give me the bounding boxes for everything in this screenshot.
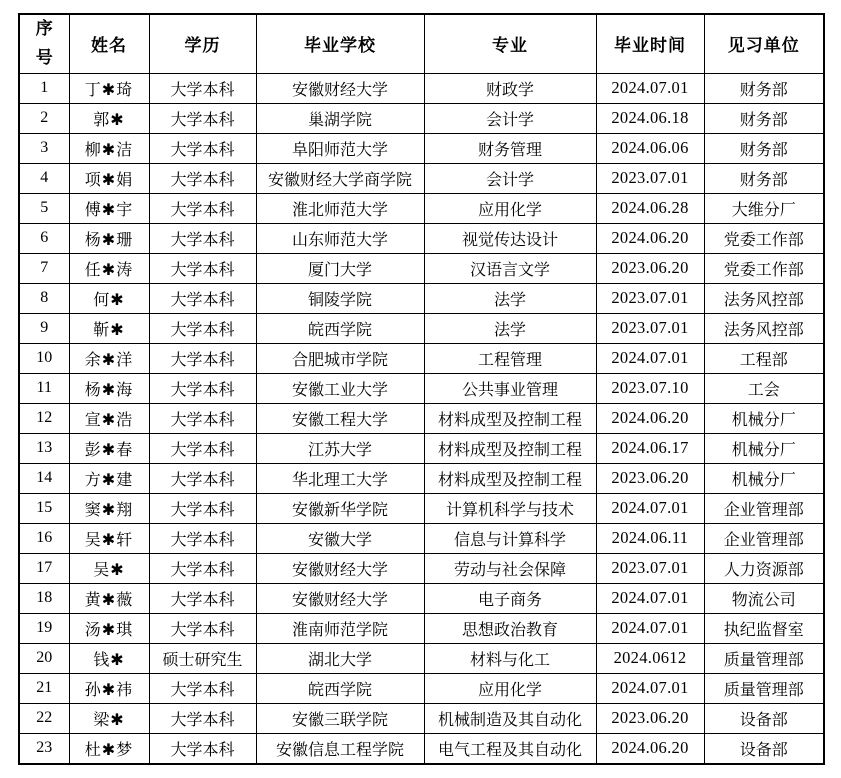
cell-degree: 大学本科 <box>149 253 256 283</box>
cell-school: 江苏大学 <box>256 433 424 463</box>
cell-degree: 大学本科 <box>149 73 256 103</box>
cell-date: 2024.07.01 <box>596 73 704 103</box>
col-header-name-label: 姓名 <box>91 36 127 56</box>
cell-date: 2024.07.01 <box>596 583 704 613</box>
table-row <box>19 463 824 493</box>
cell-school: 安徽财经大学 <box>256 553 424 583</box>
cell-unit: 执纪监督室 <box>704 613 824 643</box>
cell-unit: 设备部 <box>704 703 824 733</box>
cell-no: 3 <box>19 133 69 163</box>
table-row <box>19 643 824 673</box>
cell-unit: 工会 <box>704 373 824 403</box>
col-header-name <box>69 14 149 73</box>
cell-degree: 硕士研究生 <box>149 643 256 673</box>
cell-no: 21 <box>19 673 69 703</box>
cell-major: 财政学 <box>424 73 596 103</box>
cell-major: 材料与化工 <box>424 643 596 673</box>
cell-name: 项✱娟 <box>69 163 149 193</box>
cell-degree: 大学本科 <box>149 523 256 553</box>
table-row <box>19 703 824 733</box>
cell-date: 2024.07.01 <box>596 673 704 703</box>
cell-name: 窦✱翔 <box>69 493 149 523</box>
document-sheet <box>18 13 825 765</box>
intern-roster-table <box>18 13 825 765</box>
cell-date: 2024.07.01 <box>596 343 704 373</box>
cell-school: 阜阳师范大学 <box>256 133 424 163</box>
cell-date: 2024.07.01 <box>596 613 704 643</box>
cell-degree: 大学本科 <box>149 163 256 193</box>
cell-school: 安徽三联学院 <box>256 703 424 733</box>
cell-major: 法学 <box>424 283 596 313</box>
cell-degree: 大学本科 <box>149 343 256 373</box>
table-row <box>19 523 824 553</box>
header-row <box>19 14 824 73</box>
cell-name: 杨✱珊 <box>69 223 149 253</box>
cell-school: 巢湖学院 <box>256 103 424 133</box>
cell-unit: 党委工作部 <box>704 223 824 253</box>
cell-date: 2023.07.01 <box>596 313 704 343</box>
cell-school: 安徽信息工程学院 <box>256 733 424 764</box>
cell-school: 安徽新华学院 <box>256 493 424 523</box>
cell-date: 2023.07.01 <box>596 283 704 313</box>
table-row <box>19 373 824 403</box>
cell-no: 6 <box>19 223 69 253</box>
table-row <box>19 223 824 253</box>
cell-major: 材料成型及控制工程 <box>424 463 596 493</box>
cell-unit: 法务风控部 <box>704 283 824 313</box>
table-row <box>19 193 824 223</box>
cell-school: 安徽财经大学 <box>256 583 424 613</box>
cell-no: 4 <box>19 163 69 193</box>
cell-no: 18 <box>19 583 69 613</box>
cell-no: 15 <box>19 493 69 523</box>
cell-name: 丁✱琦 <box>69 73 149 103</box>
cell-school: 山东师范大学 <box>256 223 424 253</box>
cell-no: 14 <box>19 463 69 493</box>
cell-date: 2024.06.20 <box>596 223 704 253</box>
cell-date: 2023.07.01 <box>596 553 704 583</box>
col-header-degree-label: 学历 <box>184 36 221 56</box>
cell-date: 2024.06.20 <box>596 733 704 764</box>
cell-unit: 企业管理部 <box>704 493 824 523</box>
cell-name: 任✱涛 <box>69 253 149 283</box>
cell-unit: 机械分厂 <box>704 433 824 463</box>
col-header-no <box>19 14 69 73</box>
cell-unit: 财务部 <box>704 163 824 193</box>
cell-school: 淮南师范学院 <box>256 613 424 643</box>
cell-degree: 大学本科 <box>149 463 256 493</box>
col-header-unit <box>704 14 824 73</box>
cell-major: 会计学 <box>424 163 596 193</box>
cell-school: 安徽工业大学 <box>256 373 424 403</box>
cell-major: 计算机科学与技术 <box>424 493 596 523</box>
cell-degree: 大学本科 <box>149 133 256 163</box>
cell-no: 9 <box>19 313 69 343</box>
cell-major: 材料成型及控制工程 <box>424 433 596 463</box>
cell-date: 2024.06.28 <box>596 193 704 223</box>
cell-date: 2023.07.10 <box>596 373 704 403</box>
cell-name: 杜✱梦 <box>69 733 149 764</box>
cell-no: 7 <box>19 253 69 283</box>
cell-major: 应用化学 <box>424 673 596 703</box>
cell-school: 华北理工大学 <box>256 463 424 493</box>
cell-unit: 企业管理部 <box>704 523 824 553</box>
cell-no: 19 <box>19 613 69 643</box>
cell-degree: 大学本科 <box>149 433 256 463</box>
cell-unit: 机械分厂 <box>704 463 824 493</box>
cell-no: 8 <box>19 283 69 313</box>
cell-unit: 财务部 <box>704 133 824 163</box>
table-row <box>19 613 824 643</box>
cell-no: 13 <box>19 433 69 463</box>
cell-no: 1 <box>19 73 69 103</box>
cell-name: 彭✱春 <box>69 433 149 463</box>
cell-name: 汤✱琪 <box>69 613 149 643</box>
cell-date: 2023.06.20 <box>596 463 704 493</box>
cell-date: 2024.06.18 <box>596 103 704 133</box>
cell-no: 2 <box>19 103 69 133</box>
cell-school: 安徽财经大学商学院 <box>256 163 424 193</box>
cell-degree: 大学本科 <box>149 223 256 253</box>
table-row <box>19 313 824 343</box>
cell-date: 2024.06.20 <box>596 403 704 433</box>
cell-no: 17 <box>19 553 69 583</box>
cell-no: 20 <box>19 643 69 673</box>
cell-degree: 大学本科 <box>149 553 256 583</box>
cell-degree: 大学本科 <box>149 733 256 764</box>
cell-name: 孙✱祎 <box>69 673 149 703</box>
cell-name: 黄✱薇 <box>69 583 149 613</box>
cell-major: 材料成型及控制工程 <box>424 403 596 433</box>
cell-major: 工程管理 <box>424 343 596 373</box>
cell-unit: 人力资源部 <box>704 553 824 583</box>
cell-school: 安徽工程大学 <box>256 403 424 433</box>
cell-name: 吴✱ <box>69 553 149 583</box>
cell-no: 22 <box>19 703 69 733</box>
table-row <box>19 583 824 613</box>
cell-school: 湖北大学 <box>256 643 424 673</box>
cell-date: 2024.06.17 <box>596 433 704 463</box>
col-header-major-label: 专业 <box>492 36 528 56</box>
cell-major: 应用化学 <box>424 193 596 223</box>
col-header-school <box>256 14 424 73</box>
cell-name: 杨✱海 <box>69 373 149 403</box>
cell-unit: 质量管理部 <box>704 643 824 673</box>
cell-no: 16 <box>19 523 69 553</box>
cell-unit: 设备部 <box>704 733 824 764</box>
cell-no: 11 <box>19 373 69 403</box>
cell-date: 2024.0612 <box>596 643 704 673</box>
cell-major: 电气工程及其自动化 <box>424 733 596 764</box>
table-body <box>19 73 824 764</box>
cell-degree: 大学本科 <box>149 613 256 643</box>
cell-major: 财务管理 <box>424 133 596 163</box>
col-header-date <box>596 14 704 73</box>
cell-no: 10 <box>19 343 69 373</box>
cell-no: 5 <box>19 193 69 223</box>
cell-unit: 财务部 <box>704 103 824 133</box>
cell-unit: 法务风控部 <box>704 313 824 343</box>
col-header-unit-label: 见习单位 <box>727 36 800 56</box>
cell-name: 何✱ <box>69 283 149 313</box>
table-row <box>19 163 824 193</box>
cell-date: 2023.06.20 <box>596 703 704 733</box>
cell-degree: 大学本科 <box>149 583 256 613</box>
cell-school: 厦门大学 <box>256 253 424 283</box>
cell-date: 2024.07.01 <box>596 493 704 523</box>
table-row <box>19 103 824 133</box>
col-header-major <box>424 14 596 73</box>
table-row <box>19 733 824 764</box>
table-row <box>19 493 824 523</box>
cell-unit: 质量管理部 <box>704 673 824 703</box>
cell-name: 宣✱浩 <box>69 403 149 433</box>
cell-unit: 工程部 <box>704 343 824 373</box>
cell-major: 电子商务 <box>424 583 596 613</box>
cell-no: 23 <box>19 733 69 764</box>
cell-name: 柳✱洁 <box>69 133 149 163</box>
cell-school: 合肥城市学院 <box>256 343 424 373</box>
cell-major: 思想政治教育 <box>424 613 596 643</box>
table-header <box>19 14 824 73</box>
cell-school: 淮北师范大学 <box>256 193 424 223</box>
table-row <box>19 283 824 313</box>
cell-major: 会计学 <box>424 103 596 133</box>
cell-major: 公共事业管理 <box>424 373 596 403</box>
cell-school: 安徽大学 <box>256 523 424 553</box>
cell-school: 安徽财经大学 <box>256 73 424 103</box>
cell-unit: 物流公司 <box>704 583 824 613</box>
cell-degree: 大学本科 <box>149 283 256 313</box>
cell-degree: 大学本科 <box>149 373 256 403</box>
table-row <box>19 553 824 583</box>
cell-major: 视觉传达设计 <box>424 223 596 253</box>
table-row <box>19 403 824 433</box>
table-row <box>19 433 824 463</box>
cell-major: 机械制造及其自动化 <box>424 703 596 733</box>
cell-school: 铜陵学院 <box>256 283 424 313</box>
cell-name: 钱✱ <box>69 643 149 673</box>
cell-degree: 大学本科 <box>149 103 256 133</box>
cell-date: 2023.07.01 <box>596 163 704 193</box>
table-row <box>19 73 824 103</box>
col-header-degree <box>149 14 256 73</box>
cell-name: 吴✱轩 <box>69 523 149 553</box>
cell-major: 汉语言文学 <box>424 253 596 283</box>
cell-unit: 机械分厂 <box>704 403 824 433</box>
cell-name: 方✱建 <box>69 463 149 493</box>
cell-name: 靳✱ <box>69 313 149 343</box>
cell-school: 皖西学院 <box>256 313 424 343</box>
cell-degree: 大学本科 <box>149 673 256 703</box>
cell-name: 梁✱ <box>69 703 149 733</box>
table-row <box>19 253 824 283</box>
cell-degree: 大学本科 <box>149 493 256 523</box>
col-header-school-label: 毕业学校 <box>304 36 376 56</box>
table-row <box>19 673 824 703</box>
cell-name: 郭✱ <box>69 103 149 133</box>
cell-name: 傅✱宇 <box>69 193 149 223</box>
cell-unit: 党委工作部 <box>704 253 824 283</box>
col-header-date-label: 毕业时间 <box>614 36 686 56</box>
cell-date: 2024.06.11 <box>596 523 704 553</box>
cell-major: 信息与计算科学 <box>424 523 596 553</box>
cell-degree: 大学本科 <box>149 703 256 733</box>
table-row <box>19 343 824 373</box>
table-row <box>19 133 824 163</box>
cell-date: 2023.06.20 <box>596 253 704 283</box>
col-header-no-label: 序号 <box>35 19 53 67</box>
cell-school: 皖西学院 <box>256 673 424 703</box>
cell-major: 劳动与社会保障 <box>424 553 596 583</box>
cell-degree: 大学本科 <box>149 193 256 223</box>
cell-degree: 大学本科 <box>149 403 256 433</box>
cell-unit: 大维分厂 <box>704 193 824 223</box>
cell-name: 余✱洋 <box>69 343 149 373</box>
cell-degree: 大学本科 <box>149 313 256 343</box>
cell-major: 法学 <box>424 313 596 343</box>
cell-unit: 财务部 <box>704 73 824 103</box>
cell-no: 12 <box>19 403 69 433</box>
cell-date: 2024.06.06 <box>596 133 704 163</box>
